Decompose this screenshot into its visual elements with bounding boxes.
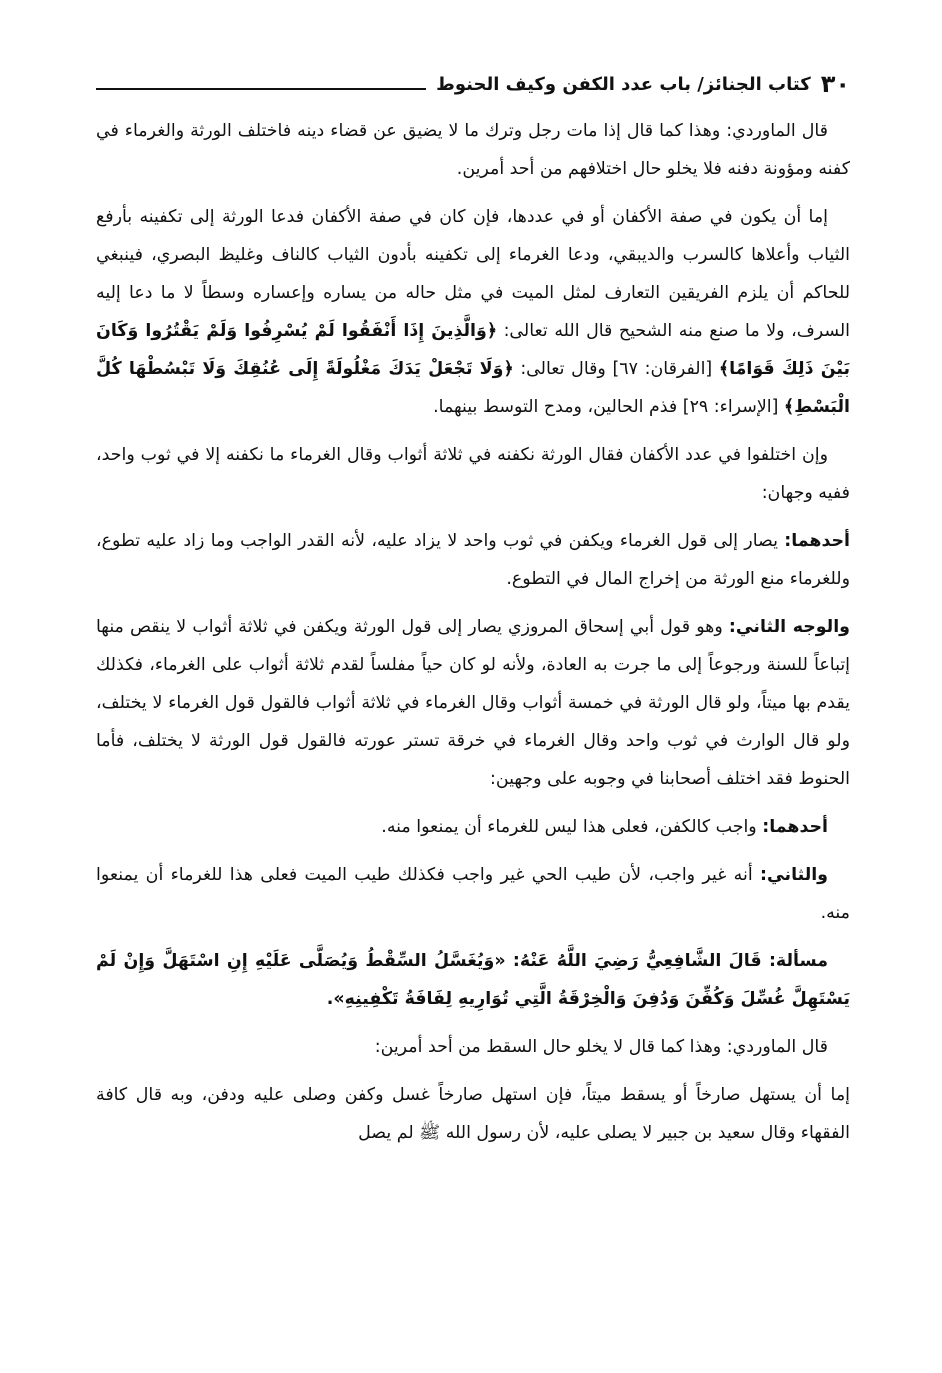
paragraph-text: أنه غير واجب، لأن طيب الحي غير واجب فكذلك طيب الميت فعلى هذا للغرماء أن يمنعوا منه. <box>96 865 850 923</box>
masala-text: «وَيُغَسَّلُ السِّقْطُ وَيُصَلَّى عَلَيْهِ إِنِ اسْتَهَلَّ وَإِنْ لَمْ يَسْتَهِلَّ غُسِّلَ وَكُفِّنَ وَدُفِنَ وَالْخِرْقَةُ الَّتِي تُوَارِيهِ لِفَافَةُ تَكْفِينِهِ». <box>96 951 850 1009</box>
paragraph-lead: والثاني: <box>759 865 828 885</box>
paragraph-text: إما أن يستهل صارخاً أو يسقط ميتاً، فإن استهل صارخاً غسل وكفن وصلى عليه ودفن، وبه قال كافة الفقهاء وقال سعيد بن جبير لا يصلى عليه، لأن رسول الله ﷺ لم يصل <box>96 1085 850 1143</box>
paragraph-lead: أحدهما: <box>784 531 850 551</box>
page-number: ٣٠ <box>820 70 850 98</box>
chapter-title: كتاب الجنائز/ باب عدد الكفن وكيف الحنوط <box>436 73 811 95</box>
paragraph-text: وهو قول أبي إسحاق المروزي يصار إلى قول الورثة ويكفن في ثلاثة أثواب لا ينقص منها إتباعاً للسنة ورجوعاً إلى ما جرت به العادة، ولأنه لو كان حياً مفلساً لقدم ثلاثة أثواب على الغرماء، فكذلك يقدم بها ميتاً، ولو قال الورثة في خمسة أثواب وقال الغرماء في ثلاثة أثواب فالقول قول الغرماء لا يختلف، ولو قال الوارث في ثوب واحد وقال الغرماء في خرقة تستر عورته فالقول قول الورثة لا يختلف، فأما الحنوط فقد اختلف أصحابنا في وجوبه على وجهين: <box>96 617 850 789</box>
paragraph <box>96 112 850 188</box>
paragraph <box>96 436 850 512</box>
verse-reference: [الفرقان: ٦٧] وقال تعالى: <box>513 359 719 379</box>
verse-reference: [الإسراء: ٢٩] فذم الحالين، ومدح التوسط بينهما. <box>433 397 784 417</box>
paragraph <box>96 198 850 426</box>
masala-heading: مسألة: قَالَ الشَّافِعِيُّ رَضِيَ اللَّهُ عَنْهُ: <box>512 951 828 971</box>
paragraph <box>96 856 850 932</box>
paragraph-text: يصار إلى قول الغرماء ويكفن في ثوب واحد لا يزاد عليه، لأنه القدر الواجب وما زاد عليه تطوع، وللغرماء منع الورثة من إخراج المال في التطوع. <box>96 531 850 589</box>
paragraph-text: قال الماوردي: وهذا كما قال إذا مات رجل وترك ما لا يضيق عن قضاء دينه فاختلف الورثة والغرماء في كفنه ومؤونة دفنه فلا يخلو حال اختلافهم من أحد أمرين. <box>96 121 850 179</box>
quran-verse: ﴿وَالَّذِينَ إِذَا أَنْفَقُوا لَمْ يُسْرِفُوا وَلَمْ يَقْتُرُوا وَكَانَ بَيْنَ ذَلِكَ قَوَامًا﴾ <box>96 321 850 379</box>
paragraph <box>96 1076 850 1152</box>
paragraph-text: إما أن يكون في صفة الأكفان أو في عددها، فإن كان في صفة الأكفان فدعا الورثة إلى تكفينه بأرفع الثياب وأعلاها كالسرب والديبقي، ودعا الغرماء إلى تكفينه بأدون الثياب كالناف وغليظ البصري، فينبغي للحاكم أن يلزم الفريقين التعارف لمثل الميت في مثل حاله من يساره وإعساره وسطاً لا ما دعا إليه السرف، ولا ما صنع منه الشحيح قال الله تعالى: <box>96 207 850 341</box>
paragraph <box>96 808 850 846</box>
paragraph-lead: والوجه الثاني: <box>728 617 850 637</box>
paragraph-text: واجب كالكفن، فعلى هذا ليس للغرماء أن يمنعوا منه. <box>381 817 763 837</box>
paragraph-text: قال الماوردي: وهذا كما قال لا يخلو حال السقط من أحد أمرين: <box>374 1037 828 1057</box>
paragraph-text: وإن اختلفوا في عدد الأكفان فقال الورثة نكفنه في ثلاثة أثواب وقال الغرماء ما نكفنه إلا في ثوب واحد، ففيه وجهان: <box>96 445 850 503</box>
quran-verse: ﴿وَلَا تَجْعَلْ يَدَكَ مَغْلُولَةً إِلَى عُنُقِكَ وَلَا تَبْسُطْهَا كُلَّ الْبَسْطِ﴾ <box>96 359 850 417</box>
paragraph <box>96 608 850 798</box>
page-header <box>96 66 850 102</box>
page-body <box>96 112 850 1333</box>
paragraph <box>96 1028 850 1066</box>
header-rule <box>96 88 426 90</box>
paragraph-lead: أحدهما: <box>762 817 828 837</box>
paragraph <box>96 942 850 1018</box>
paragraph <box>96 522 850 598</box>
